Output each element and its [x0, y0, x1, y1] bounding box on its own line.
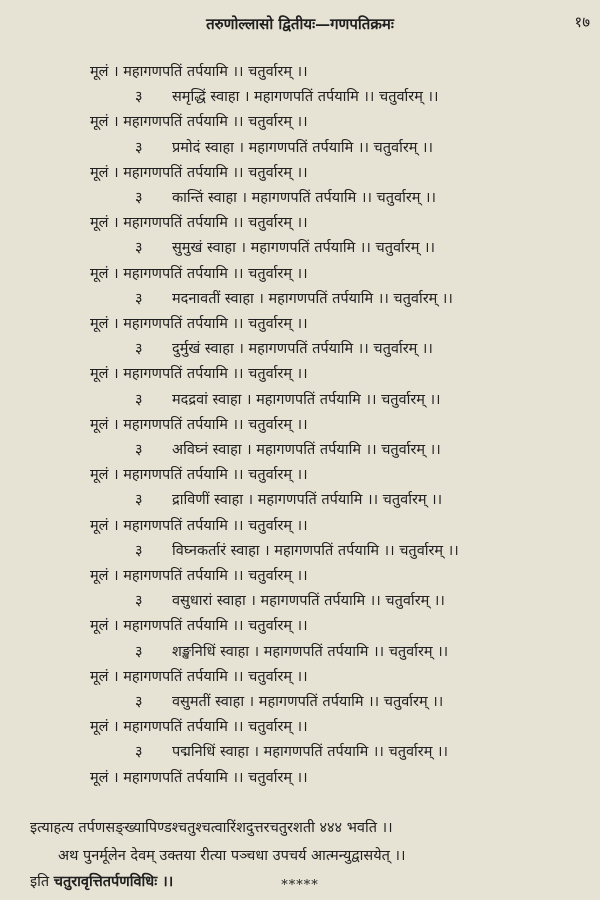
mula-line: मूलं । महागणपतिं तर्पयामि ।। चतुर्वारम् ।।: [90, 719, 308, 735]
mantra-marker: ३: [135, 341, 143, 357]
mantra-line: मदद्रवां स्वाहा । महागणपतिं तर्पयामि ।। चतुर्वारम् ।।: [172, 392, 441, 408]
mantra-marker: ३: [135, 89, 143, 105]
mantra-marker: ३: [135, 744, 143, 760]
mula-line: मूलं । महागणपतिं तर्पयामि ।। चतुर्वारम् ।।: [90, 114, 308, 130]
mula-line: मूलं । महागणपतिं तर्पयामि ।। चतुर्वारम् ।।: [90, 770, 308, 786]
mantra-line: सुमुखं स्वाहा । महागणपतिं तर्पयामि ।। चतुर्वारम् ।।: [172, 240, 436, 256]
mula-line: मूलं । महागणपतिं तर्पयामि ।। चतुर्वारम् ।।: [90, 366, 308, 382]
mantra-marker: ३: [135, 492, 143, 508]
mantra-marker: ३: [135, 694, 143, 710]
mula-line: मूलं । महागणपतिं तर्पयामि ।। चतुर्वारम् ।।: [90, 518, 308, 534]
mantra-line: द्राविणीं स्वाहा । महागणपतिं तर्पयामि ।। चतुर्वारम् ।।: [172, 492, 443, 508]
mula-line: मूलं । महागणपतिं तर्पयामि ।। चतुर्वारम् ।।: [90, 215, 308, 231]
mantra-line: कान्तिं स्वाहा । महागणपतिं तर्पयामि ।। चतुर्वारम् ।।: [172, 190, 437, 206]
mantra-marker: ३: [135, 644, 143, 660]
mula-line: मूलं । महागणपतिं तर्पयामि ।। चतुर्वारम् ।।: [90, 618, 308, 634]
mantra-marker: ३: [135, 140, 143, 156]
running-header-title: तरुणोल्लासो द्वितीयः—गणपतिक्रमः: [206, 15, 394, 33]
mantra-line: विघ्नकर्तारं स्वाहा । महागणपतिं तर्पयामि ।। चतुर्वारम् ।।: [172, 543, 459, 559]
mantra-line: वसुधारां स्वाहा । महागणपतिं तर्पयामि ।। चतुर्वारम् ।।: [172, 593, 445, 609]
end-ornament: *****: [281, 878, 319, 893]
colophon-prefix: इति: [30, 874, 50, 890]
mantra-line: दुर्मुखं स्वाहा । महागणपतिं तर्पयामि ।। चतुर्वारम् ।।: [172, 341, 433, 357]
mantra-marker: ३: [135, 442, 143, 458]
mantra-marker: ३: [135, 190, 143, 206]
mantra-line: प्रमोदं स्वाहा । महागणपतिं तर्पयामि ।। चतुर्वारम् ।।: [172, 140, 434, 156]
mula-line: मूलं । महागणपतिं तर्पयामि ।। चतुर्वारम् ।।: [90, 467, 308, 483]
instruction-line: अथ पुनर्मूलेन देवम् उक्तया रीत्या पञ्चधा उपचर्य आत्मन्युद्वासयेत् ।।: [58, 848, 406, 864]
mula-line: मूलं । महागणपतिं तर्पयामि ।। चतुर्वारम् ।।: [90, 64, 308, 80]
mantra-marker: ३: [135, 543, 143, 559]
colophon-title: चतुरावृत्तितर्पणविधिः ।।: [53, 873, 174, 890]
mula-line: मूलं । महागणपतिं तर्पयामि ।। चतुर्वारम् ।।: [90, 165, 308, 181]
mula-line: मूलं । महागणपतिं तर्पयामि ।। चतुर्वारम् ।।: [90, 568, 308, 584]
mula-line: मूलं । महागणपतिं तर्पयामि ।। चतुर्वारम् ।।: [90, 266, 308, 282]
mantra-marker: ३: [135, 392, 143, 408]
summary-line: इत्याहत्य तर्पणसङ्ख्यापिण्डश्चतुश्चत्वारिंशदुत्तरचतुरशती ४४४ भवति ।।: [30, 820, 393, 836]
mula-line: मूलं । महागणपतिं तर्पयामि ।। चतुर्वारम् ।।: [90, 417, 308, 433]
mantra-line: मदनावतीं स्वाहा । महागणपतिं तर्पयामि ।। चतुर्वारम् ।।: [172, 291, 453, 307]
mantra-marker: ३: [135, 593, 143, 609]
mantra-line: वसुमतीं स्वाहा । महागणपतिं तर्पयामि ।। चतुर्वारम् ।।: [172, 694, 444, 710]
mantra-line: शङ्खनिधिं स्वाहा । महागणपतिं तर्पयामि ।। चतुर्वारम् ।।: [172, 644, 449, 660]
mantra-line: समृद्धिं स्वाहा । महागणपतिं तर्पयामि ।। चतुर्वारम् ।।: [172, 89, 439, 105]
mantra-marker: ३: [135, 291, 143, 307]
mula-line: मूलं । महागणपतिं तर्पयामि ।। चतुर्वारम् ।।: [90, 669, 308, 685]
mula-line: मूलं । महागणपतिं तर्पयामि ।। चतुर्वारम् ।।: [90, 316, 308, 332]
mantra-marker: ३: [135, 240, 143, 256]
mantra-line: पद्मनिधिं स्वाहा । महागणपतिं तर्पयामि ।। चतुर्वारम् ।।: [172, 744, 449, 760]
mantra-line: अविघ्नं स्वाहा । महागणपतिं तर्पयामि ।। चतुर्वारम् ।।: [172, 442, 441, 458]
page-number: १७: [574, 13, 590, 31]
